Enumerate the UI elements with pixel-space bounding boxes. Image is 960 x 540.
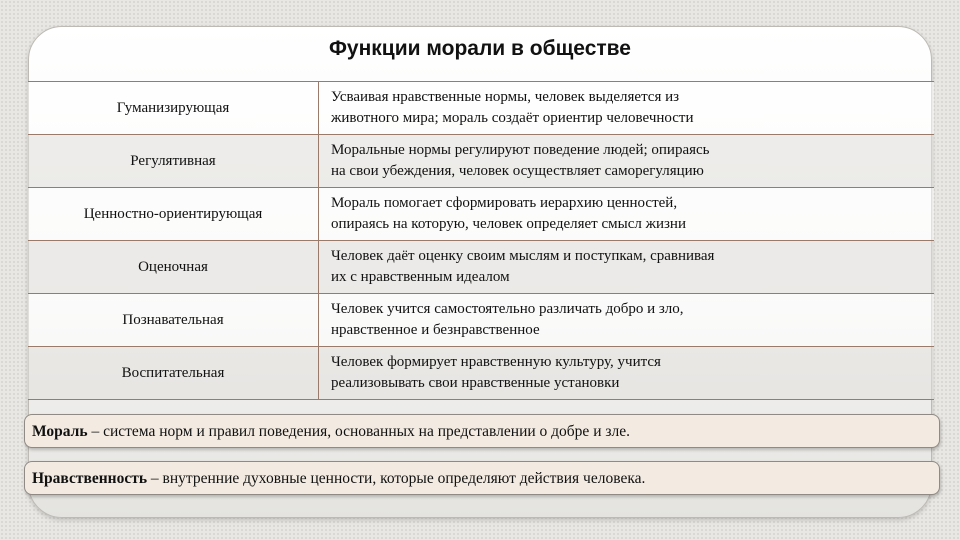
function-description [319, 241, 935, 294]
definition-ethics [24, 461, 940, 495]
table-row [28, 347, 934, 400]
page-title: Функции морали в обществе [329, 37, 631, 60]
description-line: их с нравственным идеалом [331, 269, 510, 285]
description-line: реализовывать свои нравственные установки [331, 375, 620, 391]
description-line: Мораль помогает сформировать иерархию ценностей, [331, 195, 678, 211]
description-line: на свои убеждения, человек осуществляет саморегуляцию [331, 163, 704, 179]
description-line: животного мира; мораль создаёт ориентир человечности [331, 110, 694, 126]
definition-term: Мораль [32, 423, 88, 440]
function-name: Гуманизирующая [28, 82, 319, 135]
table-row [28, 188, 934, 241]
table-row [28, 294, 934, 347]
definition-morality [24, 414, 940, 448]
function-description [319, 188, 935, 241]
description-line: опираясь на которую, человек определяет смысл жизни [331, 216, 686, 232]
description-line: Усваивая нравственные нормы, человек выделяется из [331, 89, 680, 105]
function-description [319, 347, 935, 400]
function-name: Воспитательная [28, 347, 319, 400]
functions-table [28, 81, 934, 400]
description-line: нравственное и безнравственное [331, 322, 540, 338]
function-name: Оценочная [28, 241, 319, 294]
function-description [319, 135, 935, 188]
function-name: Регулятивная [28, 135, 319, 188]
table-row [28, 82, 934, 135]
function-description [319, 294, 935, 347]
function-name: Познавательная [28, 294, 319, 347]
description-line: Человек даёт оценку своим мыслям и поступкам, сравнивая [331, 248, 715, 264]
definition-term: Нравственность [32, 470, 148, 487]
function-description [319, 82, 935, 135]
description-line: Моральные нормы регулируют поведение людей; опираясь [331, 142, 710, 158]
definition-text: – система норм и правил поведения, основанных на представлении о добре и зле. [87, 423, 630, 440]
description-line: Человек формирует нравственную культуру, учится [331, 354, 661, 370]
description-line: Человек учится самостоятельно различать добро и зло, [331, 301, 684, 317]
table-row [28, 135, 934, 188]
definition-text: – внутренние духовные ценности, которые определяют действия человека. [147, 470, 646, 487]
table-row [28, 241, 934, 294]
function-name: Ценностно-ориентирующая [28, 188, 319, 241]
